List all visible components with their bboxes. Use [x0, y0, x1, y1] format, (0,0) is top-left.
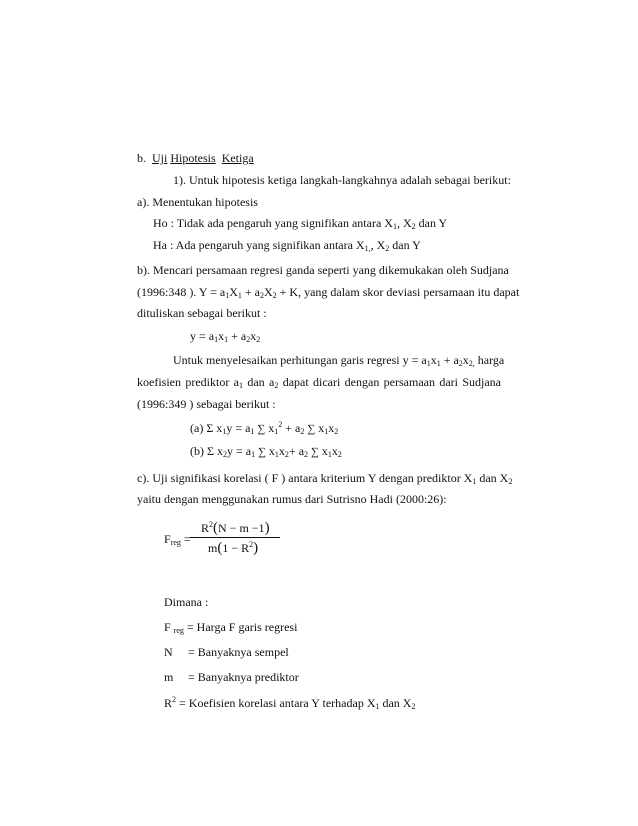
legend-m-desc: = Banyaknya prediktor — [188, 670, 299, 684]
heading-prefix: b. — [137, 151, 146, 165]
formula-f-sub: reg — [170, 538, 181, 547]
c-line1-dan: dan X — [476, 471, 509, 485]
eq-b-label: (b) Σ x — [190, 444, 223, 458]
section-b-line1: b). Mencari persamaan regresi ganda seperti yang dikemukakan oleh Sudjana — [137, 263, 509, 277]
legend-f — [164, 620, 297, 634]
legend-r: $R^2$ = Koefisien korelasi antara Y terhadap $X_1$ dan $X_2$ — [164, 695, 416, 711]
section-b-line3: dituliskan sebagai berikut : — [137, 306, 267, 320]
legend-m — [164, 670, 173, 684]
p2-e: harga — [474, 353, 505, 367]
legend-n-desc: = Banyaknya sempel — [188, 645, 289, 659]
formula-eq: = — [180, 532, 191, 546]
legend-r-sym: R — [164, 696, 173, 710]
b2-e: + K, yang dalam skor deviasi persamaan itu dapat — [276, 285, 520, 299]
equation-b: (b) Σ $x_2y = a_1$ ∑ $x_1x_2+ a_2$ ∑ $x_1x_2$ — [190, 444, 342, 459]
section-b-para2-line3: (1996:349 ) sebagai berikut : — [137, 397, 276, 411]
ho-dan-y: dan Y — [415, 216, 448, 230]
legend-r-desc: = Koefisien korelasi antara Y terhadap X — [176, 696, 376, 710]
p2-c: + a — [440, 353, 459, 367]
heading-hipotesis: Hipotesis — [170, 151, 216, 165]
p2-l2-b: dan a — [243, 375, 275, 389]
num-body: N − m −1 — [218, 521, 265, 535]
section-heading — [137, 151, 254, 165]
p2-l2-c: dapat dicari dengan persamaan dari Sudjana — [278, 375, 501, 389]
intro-text: 1). Untuk hipotesis ketiga langkah-langkahnya adalah sebagai berikut: — [173, 173, 511, 187]
ho-line: Ho : Tidak ada pengaruh yang signifikan antara $X_1$, $X_2$ dan Y — [153, 216, 448, 231]
legend-f-sub: reg — [173, 626, 184, 635]
eq-a-label: (a) Σ x — [190, 421, 223, 435]
b2-b: X — [229, 285, 238, 299]
ha-sep: , X — [370, 238, 386, 252]
dimana-title: Dimana : — [164, 595, 209, 609]
formula-f: F — [164, 532, 171, 546]
legend-m-sym: m — [164, 670, 174, 684]
section-b-para2-line2: koefisien prediktor $a_1$ dan $a_2$ dapat dicari dengan persamaan dari Sudjana — [137, 375, 501, 390]
b2-d: X — [263, 285, 273, 299]
ha-line: Ha : Ada pengaruh yang signifikan antara $X_{1,}$, $X_2$ dan Y — [153, 238, 421, 253]
heading-ketiga: Ketiga — [221, 151, 254, 165]
num-r: R — [201, 521, 210, 535]
ho-sep: , X — [396, 216, 412, 230]
num-exp: 2 — [209, 520, 214, 529]
eq-x2: x — [250, 329, 257, 343]
section-c-line1: c). Uji signifikasi korelasi ( F ) antara kriterium Y dengan prediktor $X_1$ dan $X_2$ — [137, 471, 513, 486]
den-m: m — [208, 541, 218, 555]
legend-f-sym: F — [164, 620, 171, 634]
formula-denominator: $m(1 - R^2)$ — [208, 540, 259, 556]
eq-y: y = a — [190, 329, 215, 343]
equation-a: (a) Σ $x_1y = a_1$ ∑ $x_1^2 + a_2$ ∑ $x_1x_2$ — [190, 420, 339, 436]
b2-a: (1996:348 ). Y = a — [137, 285, 226, 299]
c-line1-text: c). Uji signifikasi korelasi ( F ) antara kriterium Y dengan prediktor X — [137, 471, 473, 485]
section-a-title: a). Menentukan hipotesis — [137, 195, 258, 209]
deviation-equation: $y = a_1x_1 + a_2x_2$ — [190, 329, 261, 344]
den-exp: 2 — [249, 540, 254, 549]
p2-b: x — [430, 353, 437, 367]
den-body: 1 − R — [222, 541, 250, 555]
legend-f-desc: = Harga F garis regresi — [183, 620, 298, 634]
ho-text: Ho : Tidak ada pengaruh yang signifikan antara X — [153, 216, 393, 230]
p2-d: x — [462, 353, 469, 367]
ha-text: Ha : Ada pengaruh yang signifikan antara X — [153, 238, 365, 252]
legend-r-exp: 2 — [172, 695, 177, 704]
eq-plus: + a — [228, 329, 247, 343]
legend-r-dan: dan X — [379, 696, 412, 710]
p2-a: Untuk menyelesaikan perhitungan garis regresi y = a — [173, 353, 427, 367]
section-b-line2: (1996:348 ). $Y = a_1X_1 + a_2X_2 + K$, yang dalam skor deviasi persamaan itu dapat — [137, 285, 520, 300]
ha-dan-y: dan Y — [389, 238, 421, 252]
fraction-bar — [190, 537, 280, 538]
legend-n-sym: N — [164, 645, 173, 659]
formula-numerator: $R^2(N - m -1)$ — [201, 520, 270, 536]
heading-uji: Uji — [152, 151, 168, 165]
b2-c: + a — [241, 285, 260, 299]
section-b-para2-line1: Untuk menyelesaikan perhitungan garis regresi $y = a_1x_1 + a_2x_{2,}$ harga — [173, 353, 505, 368]
formula-lhs — [164, 532, 191, 546]
p2-l2-a: koefisien prediktor a — [137, 375, 239, 389]
section-c-line2: yaitu dengan menggunakan rumus dari Sutrisno Hadi (2000:26): — [137, 492, 447, 506]
legend-n — [164, 645, 173, 659]
eq-x1: x — [218, 329, 225, 343]
